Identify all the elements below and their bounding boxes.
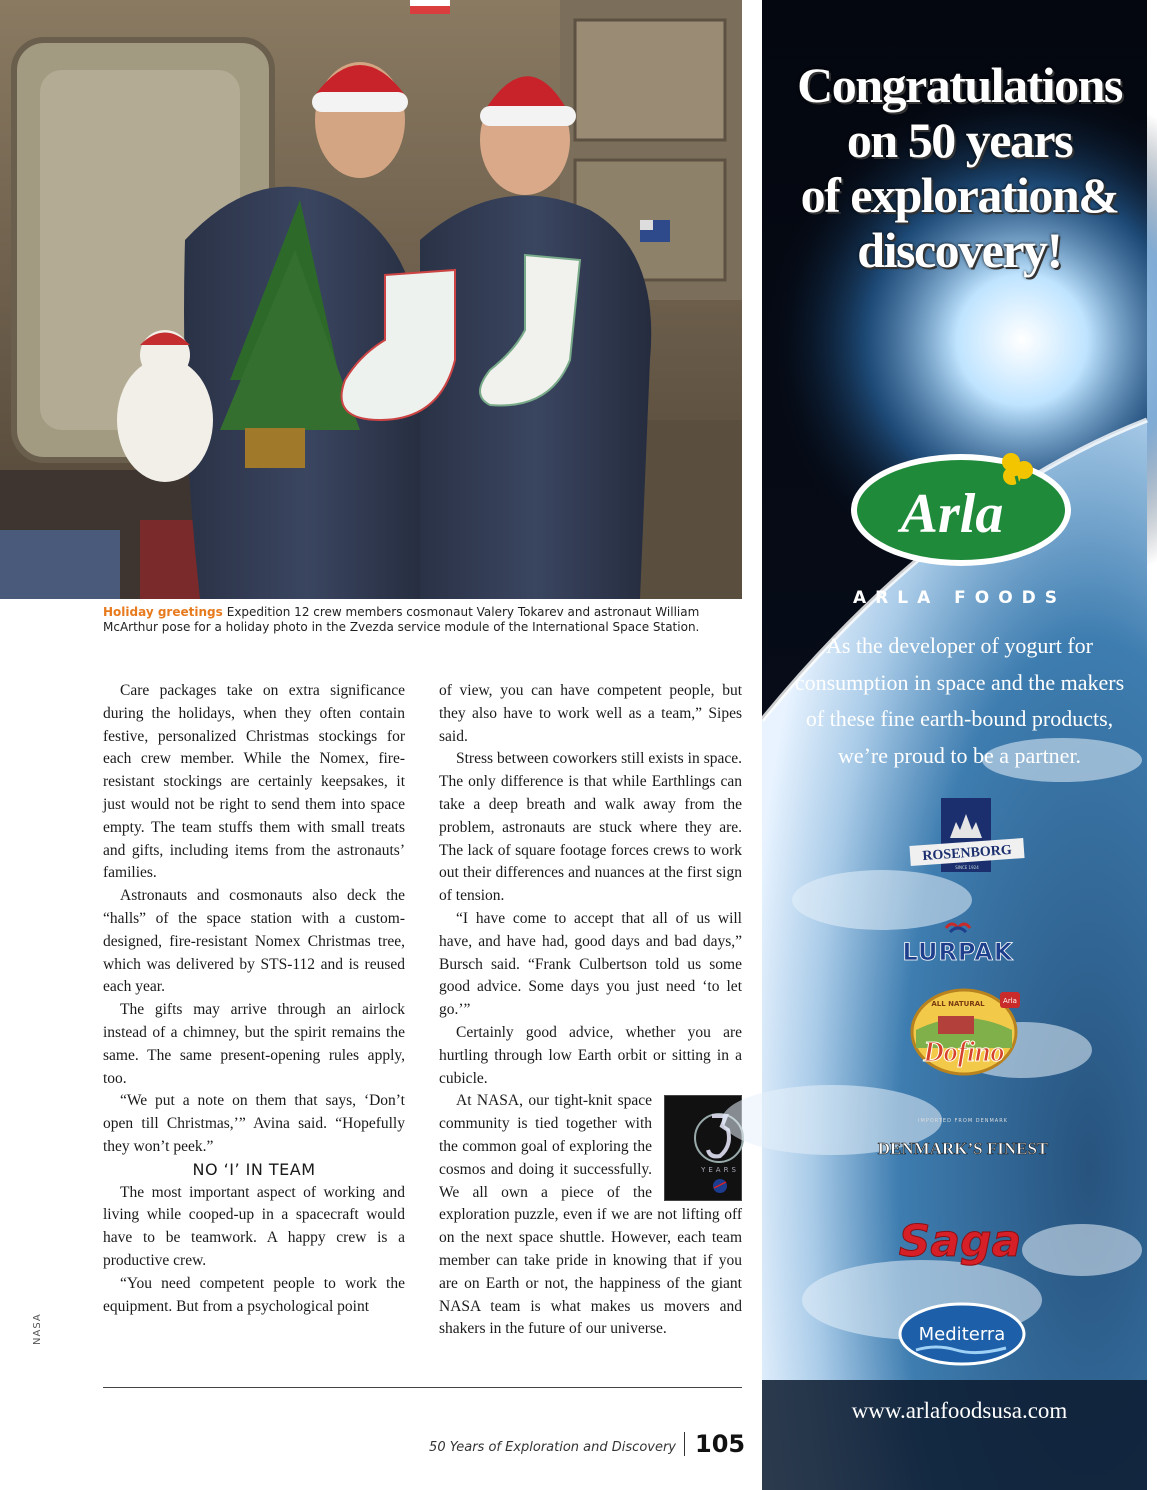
- paragraph: of view, you can have competent people, but they also have to work well as a team,” Sipes said.: [439, 682, 742, 745]
- caption-text: Expedition 12 crew members cosmonaut Valery Tokarev and astronaut William McArthur pose for a holiday photo in the Zvezda service module of the International Space Station.: [103, 605, 700, 634]
- paragraph: “You need competent people to work the equipment. But from a psychological point: [103, 1274, 405, 1315]
- headline-line: of exploration&: [800, 167, 1119, 223]
- photo-caption: [103, 605, 733, 635]
- headline-line: discovery!: [857, 222, 1062, 278]
- article-column-1: [103, 680, 405, 1318]
- subheading: NO ‘I’ IN TEAM: [192, 1159, 316, 1179]
- svg-text:SINCE 1924: SINCE 1924: [955, 865, 979, 870]
- paragraph: The most important aspect of working and living while cooped-up in a spacecraft would have to be teamwork. A happy crew is a productive crew.: [103, 1183, 405, 1269]
- headline-line: on 50 years: [846, 112, 1073, 168]
- saga-text: Saga: [898, 1216, 1022, 1267]
- caption-lead: Holiday greetings: [103, 605, 223, 619]
- mediterra-logo: [896, 1300, 1028, 1370]
- ad-copy-line: of these fine earth-bound products,: [805, 706, 1114, 731]
- footer-divider: [684, 1432, 685, 1456]
- paragraph: [439, 1090, 742, 1341]
- article-column-2: [439, 680, 742, 1341]
- dofino-logo: [908, 986, 1028, 1078]
- headline-line: Congratulations: [797, 57, 1122, 113]
- arla-advertisement: [762, 0, 1147, 1490]
- logo-years-text: YEARS: [701, 1166, 739, 1175]
- ad-copy-line: As the developer of yogurt for: [826, 633, 1093, 658]
- lurpak-text: LURPAK: [902, 938, 1014, 966]
- arla-foods-label: ARLA FOODS: [852, 588, 1067, 608]
- holiday-photo-illustration: [0, 0, 742, 599]
- running-footer-title: 50 Years of Exploration and Discovery: [429, 1440, 676, 1455]
- dofino-text: Dofino: [923, 1037, 1005, 1068]
- paragraph-text: At NASA, our tight-knit space community is tied together with the common goal of exploring the cosmos and doing it successfully. We all own a piece of the exploration puzzle, even if we are not lifting off on the next space shuttle. However, each team member can take pride in knowing that if you are on Earth or not, the happiness of the giant NASA team is what makes us movers and shakers in the future of our universe.: [439, 1092, 742, 1338]
- paragraph: The gifts may arrive through an airlock instead of a chimney, but the spirit remains the same. The same present-opening rules apply, too.: [103, 1001, 405, 1087]
- svg-text:Arla: Arla: [1003, 997, 1017, 1005]
- paragraph: Care packages take on extra significance during the holidays, when they often contain festive, personalized Christmas stockings for each crew member. While the Nomex, fire-resistant stockings are certainly keepsakes, it just would not be right to send them into space empty. The team stuffs them with small treats and gifts, including items from the astronauts’ families.: [103, 682, 405, 882]
- ad-copy-line: we’re proud to be a partner.: [837, 742, 1082, 768]
- arla-logo: [848, 440, 1074, 570]
- ad-copy-line: consumption in space and the makers: [794, 669, 1125, 695]
- lurpak-logo: [892, 918, 1032, 966]
- paragraph: “I have come to accept that all of us will have, and have had, good days and bad days,” Bursch said. “Frank Culbertson told us some good advice. Some days you just need ‘to let go.’”: [439, 909, 742, 1019]
- photo-credit: NASA: [32, 1313, 43, 1345]
- svg-text:ALL NATURAL: ALL NATURAL: [931, 1000, 985, 1008]
- denmarks-finest-logo: [877, 1112, 1049, 1176]
- mediterra-text: Mediterra: [918, 1324, 1006, 1345]
- nasa-meatball-icon: [713, 1179, 727, 1193]
- saga-logo: [896, 1210, 1026, 1266]
- rosenborg-logo: [908, 798, 1026, 874]
- svg-text:IMPORTED FROM DENMARK: IMPORTED FROM DENMARK: [918, 1118, 1008, 1124]
- ad-website-link[interactable]: www.arlafoodsusa.com: [851, 1398, 1068, 1423]
- page-number: 105: [695, 1430, 746, 1458]
- paragraph: Certainly good advice, whether you are hurtling through low Earth orbit or sitting in a cubicle.: [439, 1023, 742, 1087]
- paragraph: “We put a note on them that says, ‘Don’t open till Christmas,’” Avina said. “Hopefully they won’t peek.”: [103, 1092, 405, 1155]
- paragraph: Stress between coworkers still exists in space. The only difference is that while Earthlings can take a deep breath and walk away from the problem, astronauts are stuck where they are. The lack of square footage forces crews to work out their differences and nuances at the first sign of tension.: [439, 750, 742, 905]
- ad-headline: [762, 58, 1157, 278]
- arla-wordmark: Arla: [900, 483, 1004, 545]
- denmarks-finest-text: DENMARK’S FINEST: [877, 1139, 1049, 1158]
- footer-rule: [103, 1387, 742, 1388]
- ad-body-copy: [782, 628, 1137, 774]
- paragraph: Astronauts and cosmonauts also deck the “halls” of the space station with a custom-designed, fire-resistant Nomex Christmas tree, which was delivered by STS-112 and is reused each year.: [103, 887, 405, 996]
- rosenborg-text: ROSENBORG: [921, 842, 1013, 865]
- holiday-photo: [0, 0, 742, 599]
